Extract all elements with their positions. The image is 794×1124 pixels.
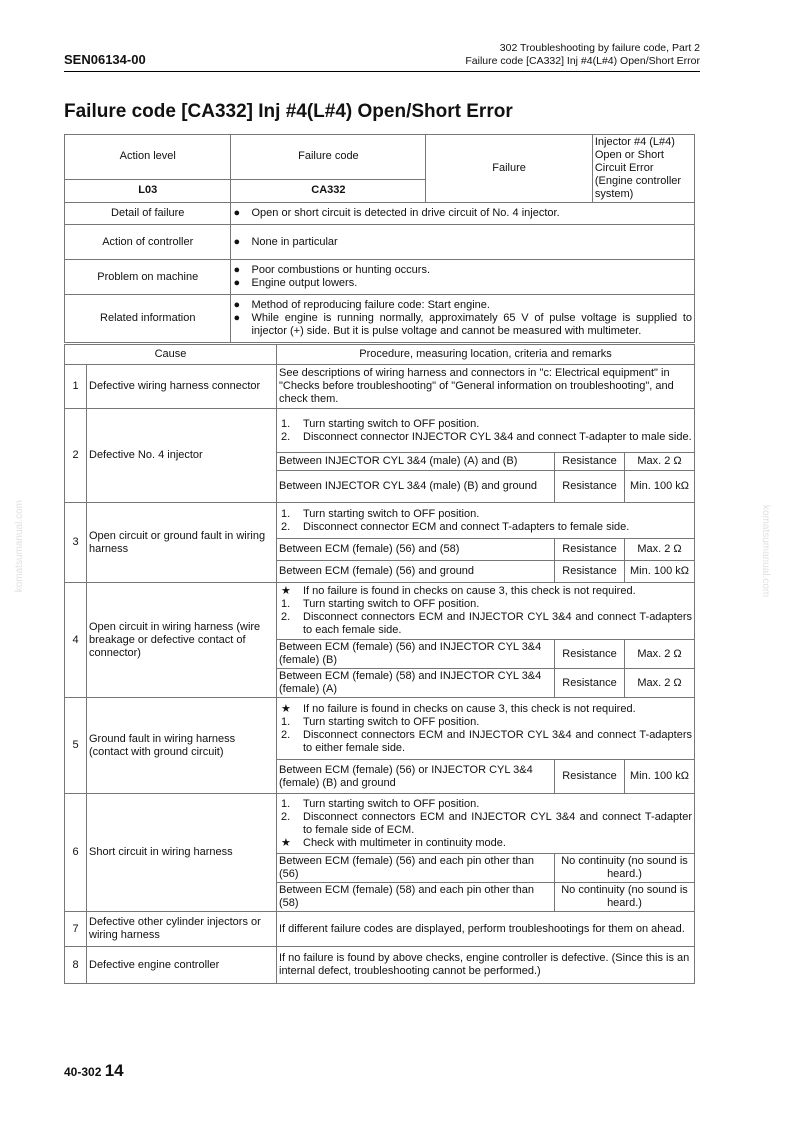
step-text: Disconnect connectors ECM and INJECTOR CYL 3&4 and connect T-adapters to either female side. [303, 728, 692, 754]
failure-description [592, 135, 694, 203]
failure-summary-table [64, 134, 695, 343]
cause-number: 3 [65, 503, 87, 583]
cause-name: Ground fault in wiring harness (contact with ground circuit) [87, 698, 277, 794]
cause-number: 4 [65, 583, 87, 698]
step-number: 1. [281, 797, 291, 810]
related-text-2: While engine is running normally, approximately 65 V of pulse voltage is supplied to injector (+) side. But it is pulse voltage and cannot be measured with multimeter. [251, 312, 692, 337]
procedure-steps [277, 794, 695, 854]
measure-item: Resistance [555, 539, 625, 561]
step-number: 2. [281, 611, 291, 623]
doc-code: SEN06134-00 [64, 52, 146, 67]
measure-item: Resistance [555, 640, 625, 669]
measure-item: Resistance [555, 669, 625, 698]
bullet: ● [233, 235, 241, 248]
measure-criteria: Min. 100 kΩ [625, 561, 695, 583]
cause-header: Cause [65, 345, 277, 365]
page-prefix: 40-302 [64, 1065, 102, 1079]
star-icon: ★ [281, 702, 291, 715]
measure-location: Between INJECTOR CYL 3&4 (male) (B) and ground [277, 471, 555, 503]
step-text: Turn starting switch to OFF position. [303, 417, 480, 430]
measure-location: Between ECM (female) (56) and (58) [277, 539, 555, 561]
cause-name: Defective wiring harness connector [87, 365, 277, 409]
measure-location: Between ECM (female) (58) and INJECTOR CYL 3&4 (female) (A) [277, 669, 555, 698]
failure-description-line1: Injector #4 (L#4) Open or Short Circuit Error [594, 136, 675, 174]
measure-criteria: Max. 2 Ω [625, 539, 695, 561]
action-level-label: Action level [65, 135, 231, 180]
procedure-steps [277, 503, 695, 539]
procedure-text: See descriptions of wiring harness and connectors in "c: Electrical equipment" in "Checks before troubleshooting" of "General information on troubleshooting", and check them. [277, 365, 695, 409]
measure-item: Resistance [555, 471, 625, 503]
step-text: Disconnect connector ECM and connect T-adapters to female side. [303, 520, 630, 533]
procedure-steps [277, 409, 695, 453]
bullet: ● [233, 277, 241, 289]
failure-code-label: Failure code [231, 135, 426, 180]
star-icon: ★ [281, 585, 291, 597]
step-number: 1. [281, 598, 291, 610]
measure-location: Between ECM (female) (56) or INJECTOR CYL 3&4 (female) (B) and ground [277, 760, 555, 794]
detail-cell [231, 203, 695, 225]
subsection-title: Failure code [CA332] Inj #4(L#4) Open/Short Error [465, 55, 700, 67]
related-text-1: Method of reproducing failure code: Start engine. [251, 299, 490, 311]
page-number: 14 [104, 1061, 124, 1080]
step-number: 1. [281, 507, 291, 520]
note-text: If no failure is found in checks on cause 3, this check is not required. [303, 585, 636, 597]
star-icon: ★ [281, 836, 291, 849]
procedure-text: If no failure is found by above checks, engine controller is defective. (Since this is an internal defect, troubleshooting cannot be performed.) [277, 947, 695, 984]
cause-name: Defective other cylinder injectors or wiring harness [87, 912, 277, 947]
cause-name: Defective engine controller [87, 947, 277, 984]
problem-cell [231, 260, 695, 295]
section-title: 302 Troubleshooting by failure code, Part 2 [499, 42, 700, 54]
bullet: ● [233, 264, 241, 276]
problem-text-2: Engine output lowers. [251, 277, 358, 289]
cause-number: 7 [65, 912, 87, 947]
problem-text-1: Poor combustions or hunting occurs. [251, 264, 431, 276]
step-text: Turn starting switch to OFF position. [303, 715, 480, 728]
procedure-header: Procedure, measuring location, criteria and remarks [277, 345, 695, 365]
watermark-right: komatsumanual.com [760, 505, 771, 598]
action-cell [231, 225, 695, 260]
measure-location: Between ECM (female) (56) and INJECTOR CYL 3&4 (female) (B) [277, 640, 555, 669]
step-number: 2. [281, 520, 291, 533]
page-title: Failure code [CA332] Inj #4(L#4) Open/Short Error [64, 101, 513, 122]
step-text: Turn starting switch to OFF position. [303, 598, 480, 610]
cause-number: 6 [65, 794, 87, 912]
measure-item: Resistance [555, 453, 625, 471]
measure-criteria: Min. 100 kΩ [625, 471, 695, 503]
measure-location: Between INJECTOR CYL 3&4 (male) (A) and (B) [277, 453, 555, 471]
detail-label: Detail of failure [65, 203, 231, 225]
measure-location: Between ECM (female) (56) and each pin other than (56) [277, 854, 555, 883]
procedure-text: If different failure codes are displayed, perform troubleshootings for them on ahead. [277, 912, 695, 947]
cause-number: 5 [65, 698, 87, 794]
step-text: Turn starting switch to OFF position. [303, 507, 480, 520]
detail-text: Open or short circuit is detected in drive circuit of No. 4 injector. [251, 207, 560, 219]
step-text: Disconnect connector INJECTOR CYL 3&4 and connect T-adapter to male side. [303, 430, 692, 443]
cause-name: Open circuit in wiring harness (wire breakage or defective contact of connector) [87, 583, 277, 698]
bullet: ● [233, 312, 241, 324]
running-header [465, 42, 700, 68]
measure-location: Between ECM (female) (56) and ground [277, 561, 555, 583]
step-text: Disconnect connectors ECM and INJECTOR CYL 3&4 and connect T-adapters to each female side. [303, 611, 692, 636]
step-number: 1. [281, 417, 291, 430]
cause-number: 8 [65, 947, 87, 984]
step-text: Turn starting switch to OFF position. [303, 797, 480, 810]
cause-name: Short circuit in wiring harness [87, 794, 277, 912]
step-number: 2. [281, 728, 291, 741]
procedure-steps [277, 698, 695, 760]
step-number: 2. [281, 430, 291, 443]
failure-description-line2: (Engine controller system) [594, 175, 682, 200]
procedure-steps [277, 583, 695, 640]
page-footer [64, 1061, 124, 1081]
bullet: ● [233, 299, 241, 311]
step-number: 2. [281, 810, 291, 823]
header-rule [64, 71, 700, 72]
measure-location: Between ECM (female) (58) and each pin other than (58) [277, 883, 555, 912]
measure-criteria: Max. 2 Ω [625, 669, 695, 698]
measure-item: Resistance [555, 760, 625, 794]
measure-criteria: No continuity (no sound is heard.) [555, 854, 695, 883]
step-number: 1. [281, 715, 291, 728]
related-label: Related information [65, 295, 231, 343]
step-text: Disconnect connectors ECM and INJECTOR CYL 3&4 and connect T-adapter to female side of ECM. [303, 810, 692, 836]
measure-criteria: Min. 100 kΩ [625, 760, 695, 794]
bullet: ● [233, 207, 241, 219]
cause-name: Open circuit or ground fault in wiring harness [87, 503, 277, 583]
causes-table [64, 344, 695, 984]
note-text: If no failure is found in checks on cause 3, this check is not required. [303, 702, 636, 715]
failure-label: Failure [426, 135, 592, 203]
watermark-left: komatsumanual.com [14, 500, 25, 593]
related-cell [231, 295, 695, 343]
measure-criteria: No continuity (no sound is heard.) [555, 883, 695, 912]
note-text: Check with multimeter in continuity mode. [303, 836, 506, 849]
action-label: Action of controller [65, 225, 231, 260]
measure-item: Resistance [555, 561, 625, 583]
action-level-value: L03 [65, 179, 231, 202]
cause-name: Defective No. 4 injector [87, 409, 277, 503]
cause-number: 1 [65, 365, 87, 409]
measure-criteria: Max. 2 Ω [625, 453, 695, 471]
action-text: None in particular [251, 235, 338, 248]
failure-code-value: CA332 [231, 179, 426, 202]
cause-number: 2 [65, 409, 87, 503]
measure-criteria: Max. 2 Ω [625, 640, 695, 669]
problem-label: Problem on machine [65, 260, 231, 295]
